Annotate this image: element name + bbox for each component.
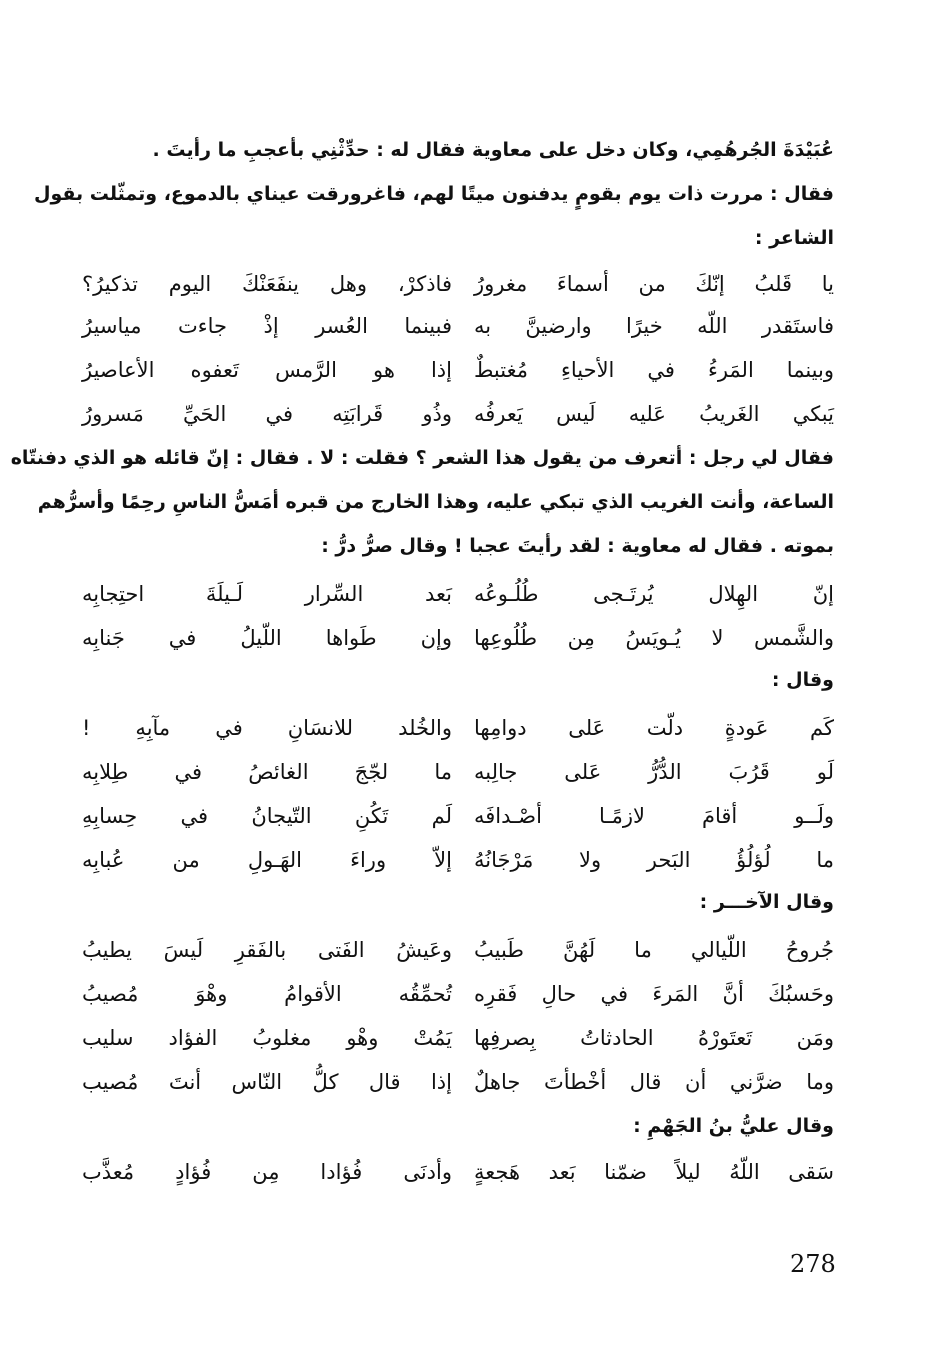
prose-line-6: بموته . فقال له معاوية : لقد رأيتَ عجبا ! وقال صرُّ درُّ : bbox=[321, 535, 834, 557]
verse-second-hemistich: ما لجّجَ الغائصُ في طِلابِه bbox=[82, 760, 452, 784]
verse-second-hemistich: فاذكرْ، وهل ينفَعَنْكَ اليوم تذكيرُ؟ bbox=[82, 272, 452, 296]
verse-line bbox=[82, 616, 834, 660]
verse-line bbox=[82, 348, 834, 392]
verse-line bbox=[82, 794, 834, 838]
verse-line bbox=[82, 1150, 834, 1194]
verse-line bbox=[82, 750, 834, 794]
prose-line-2: فقال : مررت ذات يوم بقومٍ يدفنون ميتًا لهم، فاغرورقت عيناي بالدموع، وتمثّلت بقول bbox=[33, 183, 834, 205]
prose-line-5: الساعة، وأنت الغريب الذي تبكي عليه، وهذا الخارج من قبره أمَسُّ الناسِ رحِمًا وأسرُّهم bbox=[37, 491, 834, 513]
prose-line-1: عُبَيْدَةَ الجُرهُمِي، وكان دخل على معاوية فقال له : حدِّثْنِي بأعجبِ ما رأيتَ . bbox=[152, 139, 834, 161]
verse-second-hemistich: وأدنَى فُؤادا مِن فُؤادٍ مُعذَّب bbox=[82, 1160, 452, 1184]
verse-line bbox=[82, 1016, 834, 1060]
verse-line bbox=[82, 706, 834, 750]
verse-second-hemistich: لَم تَكُنِ التّيجانُ في حِسابِهِ bbox=[82, 804, 452, 828]
page-number: 278 bbox=[790, 1250, 836, 1278]
verse-first-hemistich: ما لُؤلُؤُ البَحر ولا مَرْجَانُهُ bbox=[474, 848, 834, 872]
verse-first-hemistich: وحَسبُكَ أنَّ المَرءَ في حالِ فَقرِه bbox=[474, 982, 834, 1006]
verse-first-hemistich: كَم عَودةٍ دلّت عَلى دوامِها bbox=[474, 716, 834, 740]
verse-second-hemistich: وذُو قَرابَتِه في الحَيِّ مَسرورُ bbox=[82, 402, 452, 426]
verse-second-hemistich: والخُلد للانسَانِ في مآبِهِ ! bbox=[82, 716, 452, 740]
verse-line bbox=[82, 838, 834, 882]
verse-first-hemistich: جُروحُ اللّيالي ما لَهُنَّ طَبيبُ bbox=[474, 938, 834, 962]
verse-first-hemistich: يَبكي الغَريبُ عَليه لَيس يَعرفُه bbox=[474, 402, 834, 426]
verse-line bbox=[82, 928, 834, 972]
verse-line bbox=[82, 304, 834, 348]
verse-second-hemistich: يَمُتْ وهْو مغلوبُ الفؤاد سليب bbox=[82, 1026, 452, 1050]
verse-first-hemistich: والشَّمس لا يُـويَسُ مِن طُلُوعِها bbox=[474, 626, 834, 650]
verse-line bbox=[82, 392, 834, 436]
verse-second-hemistich: وإن طَواها اللّيلُ في جَنابِه bbox=[82, 626, 452, 650]
verse-second-hemistich: إلاّ وراءَ الهَـولِ من عُبابِه bbox=[82, 848, 452, 872]
verse-second-hemistich: بَعد السِّرار لَـيلَةَ احتِجابِه bbox=[82, 582, 452, 606]
verse-second-hemistich: وعَيشُ الفَتى بالفَقرِ لَيسَ يطيبُ bbox=[82, 938, 452, 962]
verse-first-hemistich: ومَن تَعتَورْهُ الحادثاتُ بِصرفِها bbox=[474, 1026, 834, 1050]
verse-line bbox=[82, 1060, 834, 1104]
verse-second-hemistich: فبينما العُسر إذْ جاءت مياسيرُ bbox=[82, 314, 452, 338]
verse-second-hemistich: تُحمِّقُه الأقوامُ وهْوَ مُصيبُ bbox=[82, 982, 452, 1006]
verse-first-hemistich: لَو قَرُبَ الدُّرُّ عَلى جالِبه bbox=[474, 760, 834, 784]
verse-first-hemistich: يا قَلبُ إنّكَ من أسماءَ مغرورُ bbox=[474, 272, 834, 296]
verse-first-hemistich: وبينما المَرءُ في الأحياءِ مُغتبطٌ bbox=[474, 358, 834, 382]
prose-line-8: وقال الآخـــر : bbox=[699, 891, 834, 913]
prose-line-4: فقال لي رجل : أتعرف من يقول هذا الشعر ؟ فقلت : لا . فقال : إنّ قائله هو الذي دفنتّاه bbox=[10, 447, 834, 469]
prose-line-9: وقال عليُّ بنُ الجَهْمِ : bbox=[633, 1115, 834, 1137]
prose-line-3: الشاعر : bbox=[754, 227, 834, 249]
prose-line-7: وقال : bbox=[771, 669, 834, 691]
verse-first-hemistich: وما ضرَّني أن قال أخْطأتَ جاهلٌ bbox=[474, 1070, 834, 1094]
verse-first-hemistich: ولَــو أقامَ لازمًـا أصْـدافَه bbox=[474, 804, 834, 828]
verse-second-hemistich: إذا قال كلُّ النّاس أنتَ مُصيب bbox=[82, 1070, 452, 1094]
verse-line bbox=[82, 262, 834, 306]
verse-first-hemistich: فاستَقدر اللّه خيرًا وارضينَّ به bbox=[474, 314, 834, 338]
verse-line bbox=[82, 572, 834, 616]
verse-first-hemistich: سَقى اللّهُ ليلاً ضمّنا بَعد هَجعةٍ bbox=[474, 1160, 834, 1184]
verse-first-hemistich: إنّ الهِلال يُرتَـجى طُلُـوعُه bbox=[474, 582, 834, 606]
verse-line bbox=[82, 972, 834, 1016]
verse-second-hemistich: إذا هو الرَّمس تَعفوه الأعاصيرُ bbox=[82, 358, 452, 382]
